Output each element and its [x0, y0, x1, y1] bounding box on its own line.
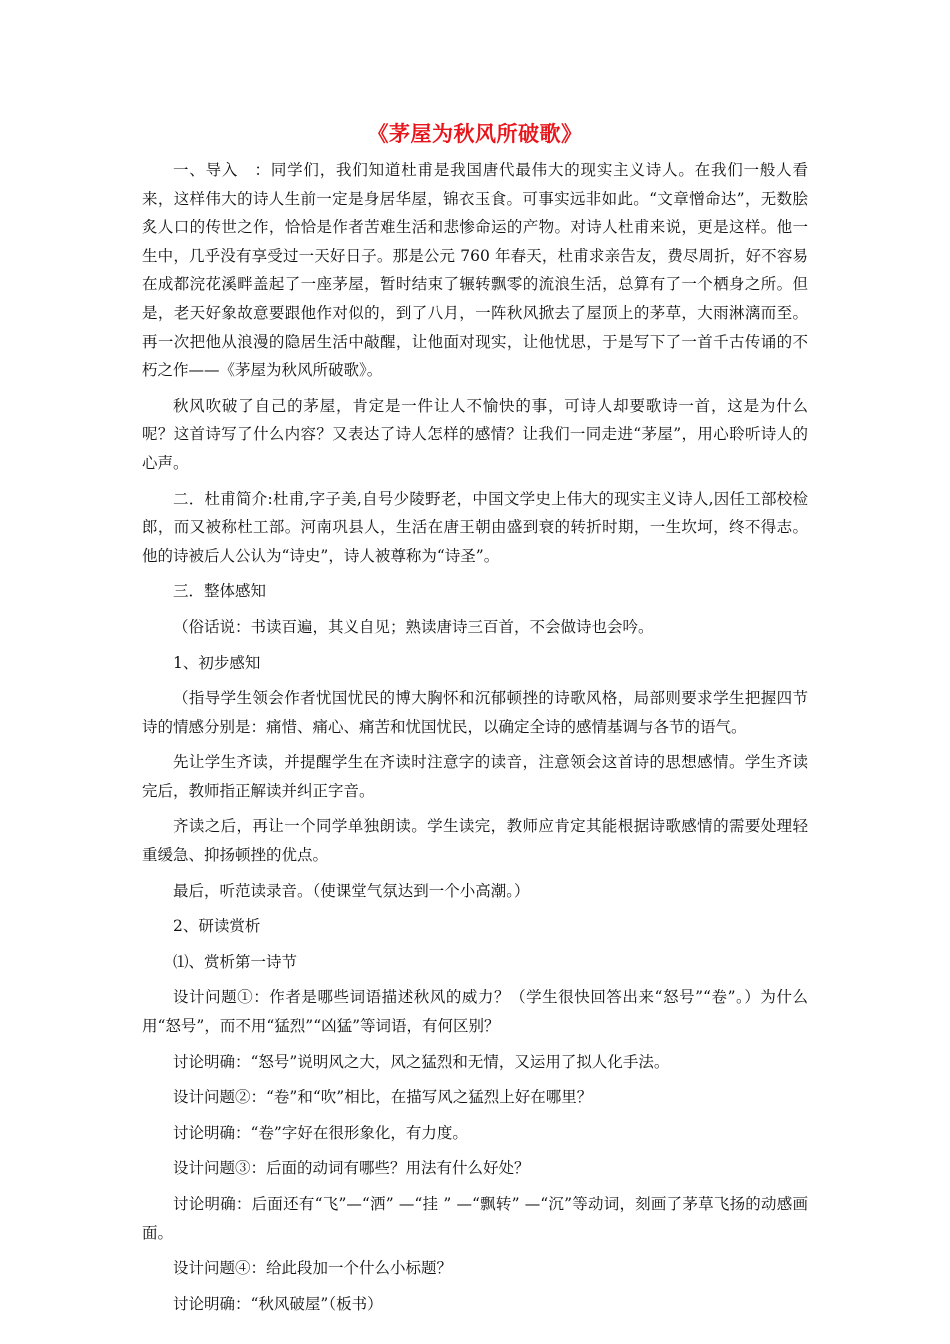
paragraph-proverb: （俗话说：书读百遍，其义自见；熟读唐诗三百首，不会做诗也会吟。 [173, 617, 654, 636]
question-4: 设计问题④：给此段加一个什么小标题？ [173, 1259, 453, 1278]
answer-3: 讨论明确：后面还有“飞”—“洒” —“挂 ” —“飘转” —“沉”等动词，刻画了茅草飞扬的动感画面。 [142, 1195, 808, 1242]
subheading-study: 2、研读赏析 [173, 917, 261, 936]
document-body [142, 156, 808, 1325]
question-2: 设计问题②：“卷”和“吹”相比，在描写风之猛烈上好在哪里？ [173, 1088, 593, 1107]
answer-4: 讨论明确：“秋风破屋”（板书） [173, 1294, 383, 1313]
section-heading-overall: 三．整体感知 [173, 582, 267, 601]
paragraph-question: 秋风吹破了自己的茅屋，肯定是一件让人不愉快的事，可诗人却要歌诗一首，这是为什么呢？这首诗写了什么内容？又表达了诗人怎样的感情？让我们一同走进“茅屋”，用心聆听诗人的心声。 [142, 396, 808, 472]
paragraph-recording: 最后，听范读录音。（使课堂气氛达到一个小高潮。） [173, 881, 530, 900]
question-1: 设计问题①：作者是哪些词语描述秋风的威力？（学生很快回答出来“怒号”“卷”。）为什么用“怒号”，而不用“猛烈”“凶猛”等词语，有何区别？ [142, 988, 808, 1036]
answer-1: 讨论明确：“怒号”说明风之大，风之猛烈和无情，又运用了拟人化手法。 [173, 1052, 670, 1071]
paragraph-intro: 一、导入 ：同学们，我们知道杜甫是我国唐代最伟大的现实主义诗人。在我们一般人看来，这样伟大的诗人生前一定是身居华屋，锦衣玉食。可事实远非如此。“文章憎命达”，无数脍炙人口的传世之作，恰恰是作者苦难生活和悲惨命运的产物。对诗人杜甫来说，更是这样。他一生中，几乎没有享受过一天好日子。那是公元 760 年春天，杜甫求亲告友，费尽周折，好不容易在成都浣花溪畔盖起了一座茅屋，暂时结束了辗转飘零的流浪生活，总算有了一个栖身之所。但是，老天好象故意要跟他作对似的，到了八月，一阵秋风掀去了屋顶上的茅草，大雨淋漓而至。再一次把他从浪漫的隐居生活中敲醒，让他面对现实，让他忧思，于是写下了一首千古传诵的不朽之作——《茅屋为秋风所破歌》。 [142, 161, 808, 380]
paragraph-author-intro: 二．杜甫简介:杜甫,字子美,自号少陵野老，中国文学史上伟大的现实主义诗人,因任工部校检郎，而又被称杜工部。河南巩县人，生活在唐王朝由盛到衰的转折时期，一生坎坷，终不得志。他的诗被后人公认为“诗史”，诗人被尊称为“诗圣”。 [142, 489, 808, 565]
question-3: 设计问题③：后面的动词有哪些？用法有什么好处？ [173, 1159, 530, 1178]
paragraph-solo-reading: 齐读之后，再让一个同学单独朗读。学生读完，教师应肯定其能根据诗歌感情的需要处理轻重缓急、抑扬顿挫的优点。 [142, 817, 808, 865]
paragraph-guidance: （指导学生领会作者忧国忧民的博大胸怀和沉郁顿挫的诗歌风格，局部则要求学生把握四节诗的情感分别是：痛惜、痛心、痛苦和忧国忧民，以确定全诗的感情基调与各节的语气。 [142, 689, 808, 736]
subheading-first-impression: 1、初步感知 [173, 653, 261, 672]
paragraph-group-reading: 先让学生齐读，并提醒学生在齐读时注意字的读音，注意领会这首诗的思想感情。学生齐读完后，教师指正解读并纠正字音。 [142, 753, 808, 800]
subheading-first-stanza: ⑴、赏析第一诗节 [173, 952, 298, 971]
document-title: 《茅屋为秋风所破歌》 [367, 122, 583, 146]
answer-2: 讨论明确：“卷”字好在很形象化，有力度。 [173, 1123, 468, 1142]
